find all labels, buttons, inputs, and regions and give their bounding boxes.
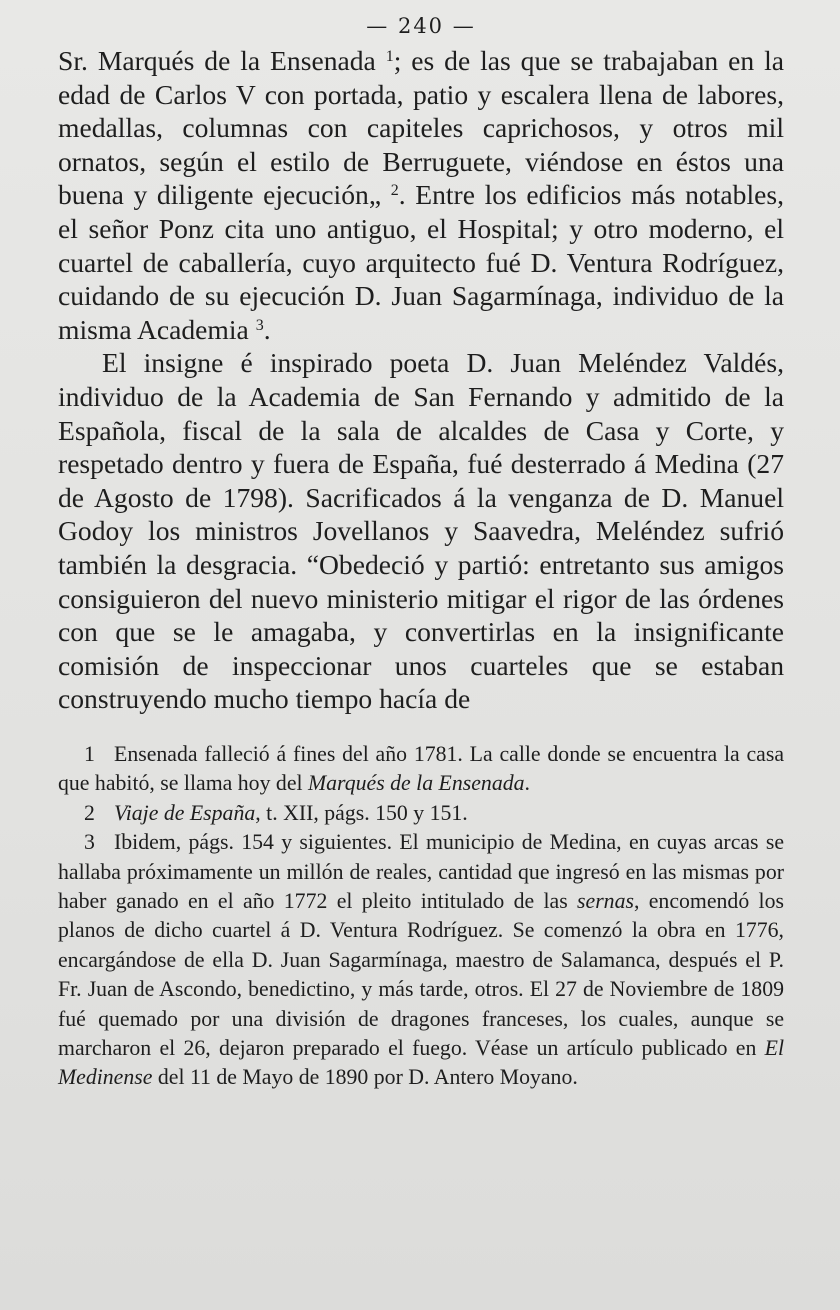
paragraph-1-part-d: . xyxy=(263,313,271,345)
footnote-1-italic: Marqués de la Ensenada xyxy=(308,771,525,796)
footnote-2-number: 2 xyxy=(84,800,95,825)
footnote-3-italic-sernas: sernas xyxy=(577,888,634,913)
paragraph-1-part-c: . Entre los edificios más notables, el señor Ponz cita uno antiguo, el Hospital; y otro moderno, el cuartel de caballería, cuyo arquitecto fué D. Ventura Rodríguez, cuidando de su ejecución D. Juan Sagarmínaga, individuo de la misma Academia xyxy=(58,179,784,345)
footnote-ref-3[interactable]: 3 xyxy=(255,316,264,334)
paragraph-1-part-b: ; es de las que se trabajaban en la edad de Carlos V con portada, patio y escalera llena de labores, medallas, columnas con capiteles caprichosos, y otros mil ornatos, según el estilo de Berruguete, viéndose en éstos una buena y diligente ejecución„ xyxy=(58,45,784,211)
page-number: — 240 — xyxy=(366,14,476,38)
footnote-2 xyxy=(58,799,784,828)
footnotes xyxy=(58,740,784,1093)
footnote-1 xyxy=(58,740,784,799)
footnote-3 xyxy=(58,828,784,1093)
footnote-1-end: . xyxy=(524,771,530,796)
paragraph-1 xyxy=(58,44,784,346)
main-text xyxy=(58,44,784,716)
footnote-1-number: 1 xyxy=(84,741,95,766)
footnote-ref-2[interactable]: 2 xyxy=(390,182,399,200)
paragraph-2: El insigne é inspirado poeta D. Juan Meléndez Valdés, individuo de la Academia de San Fernando y admitido de la Española, fiscal de la sala de alcaldes de Casa y Corte, y respetado dentro y fuera de España, fué desterrado á Medina (27 de Agosto de 1798). Sacrificados á la venganza de D. Manuel Godoy los ministros Jovellanos y Saavedra, Meléndez sufrió también la desgracia. “Obedeció y partió: entretanto sus amigos consiguieron del nuevo ministerio mitigar el rigor de las órdenes con que se le amagaba, y convertirlas en la insignificante comisión de inspeccionar unos cuarteles que se estaban construyendo mucho tiempo hacía de xyxy=(58,347,784,715)
footnote-3-text-c: del 11 de Mayo de 1890 por D. Antero Moyano. xyxy=(152,1065,578,1090)
footnote-3-text-b: , encomendó los planos de dicho cuartel á D. Ventura Rodríguez. Se comenzó la obra en 1776, encargándose de ella D. Juan Sagarmínaga, maestro de Salamanca, después el P. Fr. Juan de Ascondo, benedictino, y más tarde, otros. El 27 de Noviembre de 1809 fué quemado por una división de dragones franceses, los cuales, aunque se marcharon el 26, dejaron preparado el fuego. Véase un artículo publicado en xyxy=(58,888,784,1060)
footnote-2-italic: Viaje de España xyxy=(114,800,256,825)
footnote-3-number: 3 xyxy=(84,830,95,855)
footnote-3-text-a: Ibidem, págs. 154 y siguientes. El municipio de Medina, en cuyas arcas se hallaba próximamente un millón de reales, cantidad que ingresó en las mismas por haber ganado en el año 1772 el pleito intitulado de las xyxy=(58,830,784,913)
footnote-1-text: Ensenada falleció á fines del año 1781. La calle donde se encuentra la casa que habitó, se llama hoy del xyxy=(58,741,784,796)
paragraph-1-part-a: Sr. Marqués de la Ensenada xyxy=(58,45,386,76)
footnote-3-italic-medinense: El Medinense xyxy=(58,1035,784,1090)
footnote-2-text: , t. XII, págs. 150 y 151. xyxy=(255,800,468,825)
footnote-ref-1[interactable]: 1 xyxy=(385,48,394,65)
